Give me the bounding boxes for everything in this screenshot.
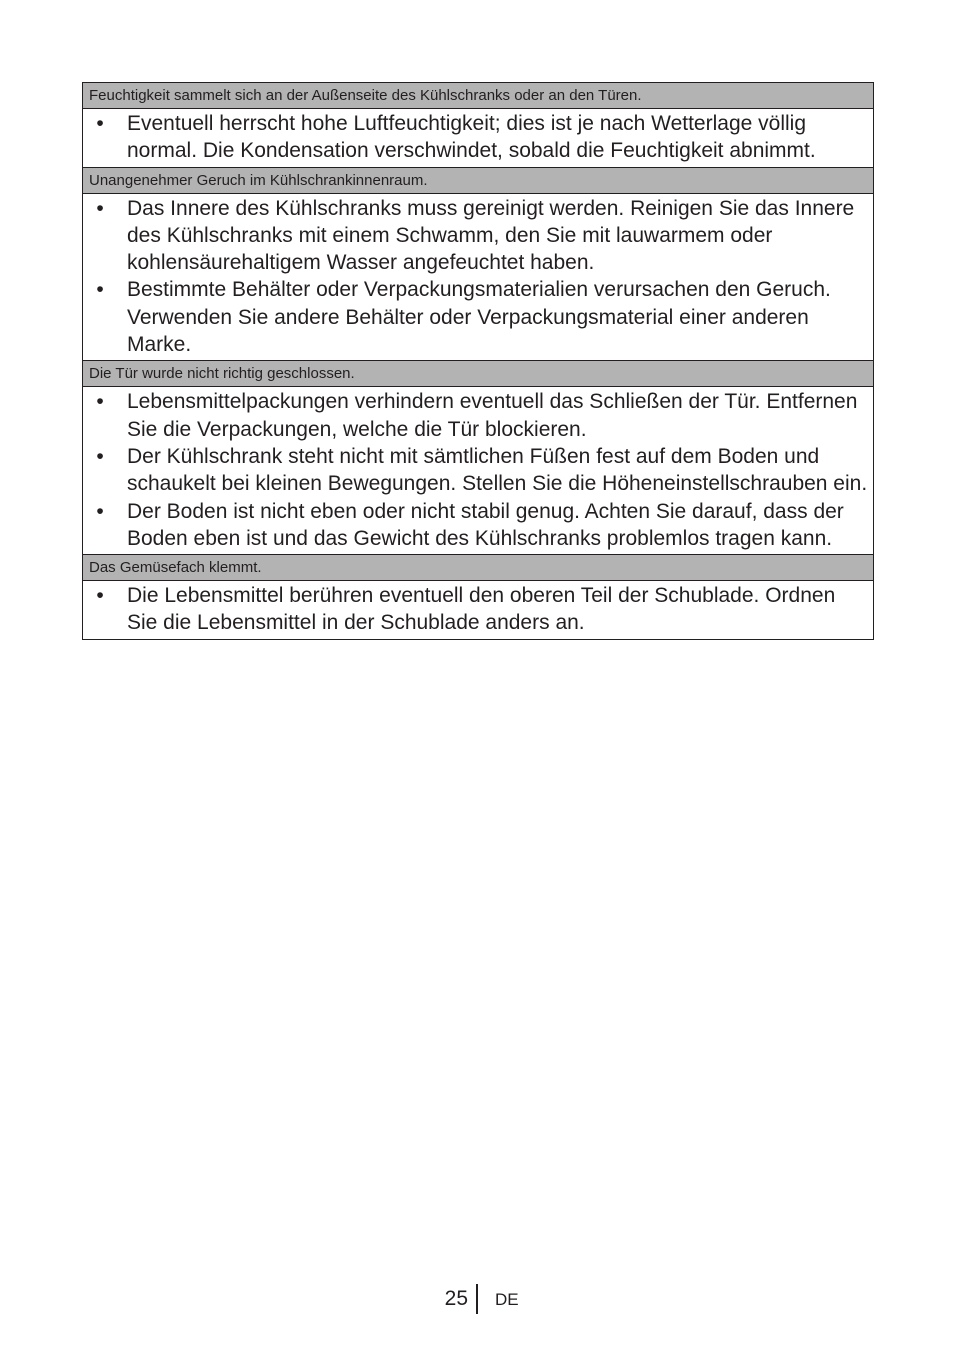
page-footer — [0, 1284, 954, 1316]
list-item — [83, 498, 869, 553]
list-item-text: Der Boden ist nicht eben oder nicht stabil genug. Achten Sie darauf, dass der Boden eben ist und das Gewicht des Kühlschranks problemlos tragen kann. — [127, 499, 844, 550]
section-body — [83, 581, 873, 639]
list-item — [83, 388, 869, 443]
list-item-text: Der Kühlschrank steht nicht mit sämtlichen Füßen fest auf dem Boden und schaukelt bei kleinen Bewegungen. Stellen Sie die Höheneinstellschrauben ein. — [127, 444, 868, 496]
list-item — [83, 276, 869, 358]
troubleshooting-table — [82, 82, 874, 640]
table-section — [83, 83, 873, 168]
table-section — [83, 168, 873, 362]
section-heading: Das Gemüsefach klemmt. — [83, 555, 873, 581]
list-item — [83, 195, 869, 277]
bullet-icon: • — [96, 584, 104, 608]
section-heading: Feuchtigkeit sammelt sich an der Außenseite des Kühlschranks oder an den Türen. — [83, 83, 873, 109]
list-item — [83, 582, 869, 637]
section-body — [83, 194, 873, 362]
footer-divider — [476, 1284, 478, 1314]
section-heading: Die Tür wurde nicht richtig geschlossen. — [83, 361, 873, 387]
page-number: 25 — [444, 1287, 468, 1310]
list-item — [83, 443, 869, 498]
list-item-text: Eventuell herrscht hohe Luftfeuchtigkeit; dies ist je nach Wetterlage völlig normal. Die Kondensation verschwindet, sobald die Feuchtigkeit abnimmt. — [127, 112, 816, 163]
list-item-text: Die Lebensmittel berühren eventuell den oberen Teil der Schublade. Ordnen Sie die Lebensmittel in der Schublade anders an. — [127, 584, 836, 635]
section-body — [83, 109, 873, 168]
list-item-text: Bestimmte Behälter oder Verpackungsmaterialien verursachen den Geruch. Verwenden Sie andere Behälter oder Verpackungsmaterial einer anderen Marke. — [127, 278, 831, 357]
section-heading: Unangenehmer Geruch im Kühlschrankinnenraum. — [83, 168, 873, 194]
bullet-icon: • — [96, 196, 104, 220]
bullet-icon: • — [96, 278, 104, 302]
list-item-text: Das Innere des Kühlschranks muss gereinigt werden. Reinigen Sie das Innere des Kühlschranks mit einem Schwamm, den Sie mit lauwarmem oder kohlensäurehaltigem Wasser angefeuchtet haben. — [127, 196, 855, 275]
language-code: DE — [495, 1290, 519, 1309]
table-section — [83, 555, 873, 639]
bullet-icon: • — [96, 499, 104, 523]
bullet-icon: • — [96, 112, 104, 135]
list-item — [83, 110, 869, 165]
section-body — [83, 387, 873, 555]
bullet-icon: • — [96, 390, 104, 414]
table-section — [83, 361, 873, 555]
bullet-icon: • — [96, 444, 104, 468]
list-item-text: Lebensmittelpackungen verhindern eventuell das Schließen der Tür. Entfernen Sie die Verpackungen, welche die Tür blockieren. — [127, 390, 858, 441]
